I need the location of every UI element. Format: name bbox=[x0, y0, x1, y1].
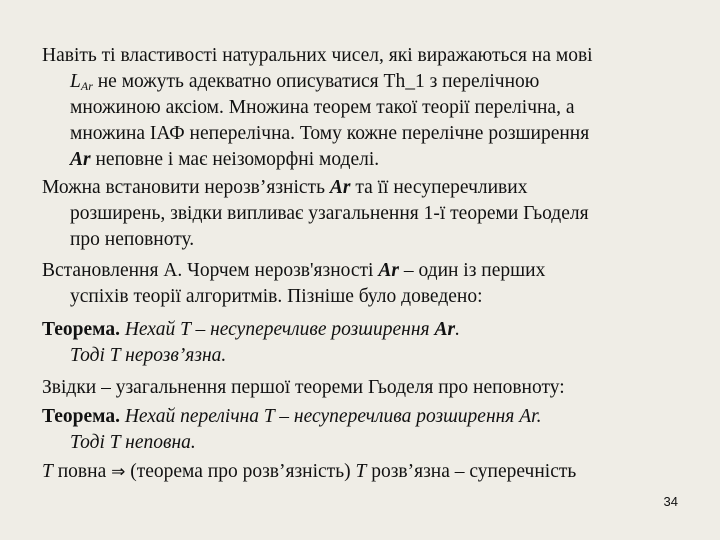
symbol-l: L bbox=[70, 71, 81, 92]
theorem-text: Нехай T – несуперечливе розширення bbox=[119, 319, 435, 340]
theorem-label: Теорема. bbox=[42, 406, 120, 427]
theorem-line bbox=[42, 405, 541, 429]
text-line bbox=[70, 285, 483, 309]
text-line bbox=[70, 228, 194, 252]
text: множиною аксіом. Множина теорем такої теорії перелічна, а bbox=[70, 97, 575, 118]
theorem-line bbox=[70, 344, 226, 368]
symbol-subscript: Ar bbox=[80, 79, 93, 93]
text-line bbox=[42, 44, 593, 68]
text: та її несуперечливих bbox=[350, 177, 528, 198]
text: про неповноту. bbox=[70, 229, 195, 250]
text: (теорема про розв’язність) bbox=[125, 461, 356, 482]
text-line bbox=[70, 148, 379, 172]
theorem-text: . bbox=[455, 319, 460, 340]
implies-icon: ⇒ bbox=[111, 462, 126, 482]
theorem-text: Тоді T неповна. bbox=[70, 432, 196, 453]
symbol-t: T bbox=[355, 461, 367, 482]
page-number: 34 bbox=[663, 494, 678, 509]
text: – один із перших bbox=[398, 260, 546, 281]
text: Встановлення А. Чорчем нерозв'язності bbox=[42, 260, 379, 281]
theorem-label: Теорема. bbox=[42, 319, 120, 340]
symbol-ar: Ar bbox=[329, 177, 351, 198]
text: розв’язна – суперечність bbox=[366, 461, 577, 482]
text: розширень, звідки випливає узагальнення 1-ї теореми Гьоделя bbox=[70, 203, 589, 224]
text: неповне і має неізоморфні моделі. bbox=[90, 149, 380, 170]
text-line bbox=[42, 259, 545, 283]
symbol-ar: Ar bbox=[70, 149, 91, 170]
text: Навіть ті властивості натуральних чисел, які виражаються на мові bbox=[42, 45, 593, 66]
text-line bbox=[70, 96, 575, 120]
theorem-line bbox=[42, 318, 460, 342]
symbol-ar: Ar bbox=[378, 260, 399, 281]
text-line bbox=[42, 176, 527, 200]
text: Можна встановити нерозв’язність bbox=[42, 177, 330, 198]
text: успіхів теорії алгоритмів. Пізніше було доведено: bbox=[70, 286, 483, 307]
theorem-text: Нехай перелічна T – несуперечлива розширення Ar. bbox=[119, 406, 542, 427]
text: Звідки – узагальнення першої теореми Гьоделя про неповноту: bbox=[42, 377, 565, 398]
symbol-t: T bbox=[42, 461, 53, 482]
text-line bbox=[70, 70, 539, 98]
text-line bbox=[70, 122, 589, 146]
text-line bbox=[42, 460, 576, 484]
text: множина ІАФ неперелічна. Тому кожне перелічне розширення bbox=[70, 123, 590, 144]
text-line bbox=[42, 376, 565, 400]
text-line bbox=[70, 202, 589, 226]
symbol-ar: Ar bbox=[434, 319, 456, 340]
theorem-text: Тоді T нерозв’язна. bbox=[70, 345, 227, 366]
theorem-line bbox=[70, 431, 196, 455]
text: повна bbox=[52, 461, 112, 482]
text: не можуть адекватно описуватися Th_1 з перелічною bbox=[92, 71, 540, 92]
